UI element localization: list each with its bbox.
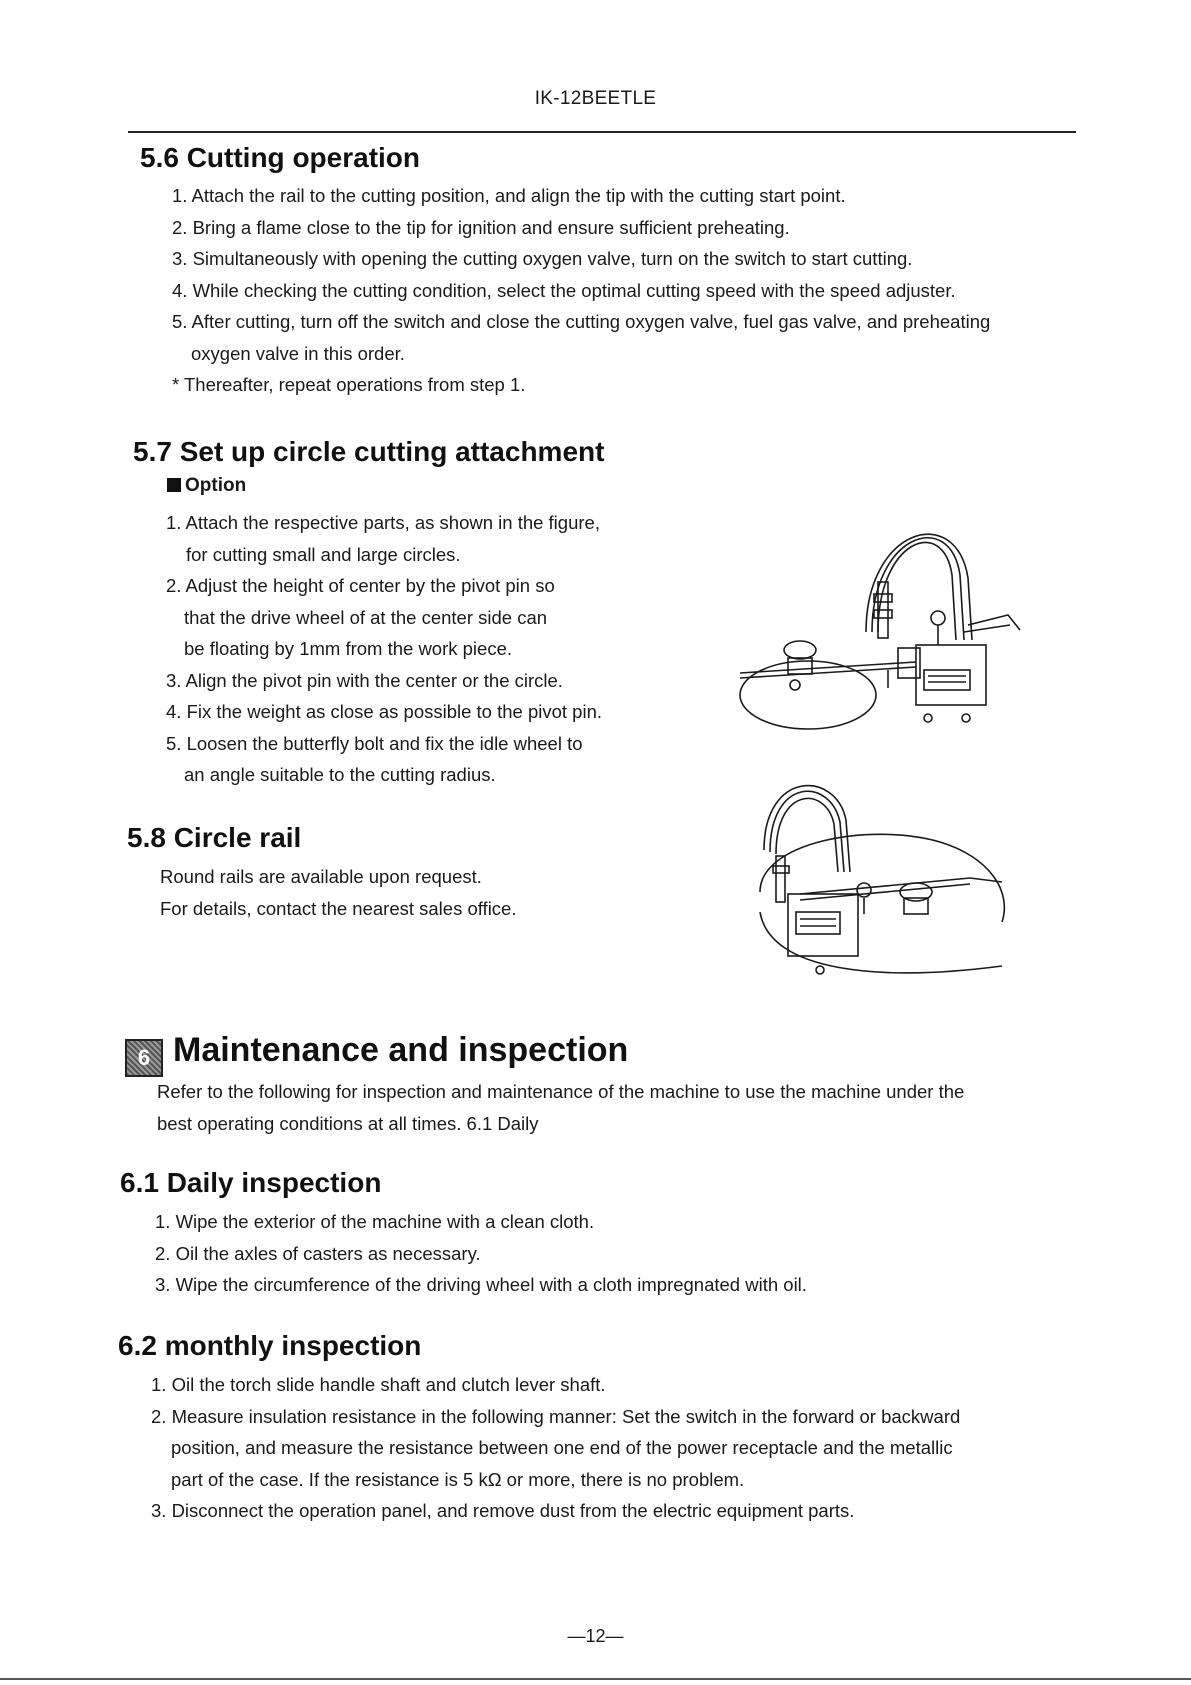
paragraph-line: Refer to the following for inspection and maintenance of the machine to use the machine under the: [157, 1081, 965, 1102]
section-5-8-body: [160, 861, 517, 924]
list-item: 5. Loosen the butterfly bolt and fix the idle wheel to: [166, 732, 583, 754]
list-item: be floating by 1mm from the work piece.: [184, 638, 513, 659]
list-item: an angle suitable to the cutting radius.: [184, 764, 496, 785]
section-5-7-title: 5.7 Set up circle cutting attachment: [133, 436, 605, 467]
section-6-2-steps: [151, 1369, 960, 1527]
list-item: 2. Adjust the height of center by the pivot pin so: [166, 575, 555, 596]
list-item: 1. Oil the torch slide handle shaft and clutch lever shaft.: [151, 1374, 606, 1395]
paragraph-line: best operating conditions at all times. 6.1 Daily: [157, 1112, 539, 1134]
section-6-intro: [157, 1076, 964, 1139]
list-item: that the drive wheel of at the center side can: [184, 606, 548, 628]
list-item: 1. Attach the rail to the cutting position, and align the tip with the cutting start point.: [172, 185, 846, 206]
list-item: position, and measure the resistance between one end of the power receptacle and the metallic: [171, 1437, 953, 1458]
list-item: 3. Align the pivot pin with the center or the circle.: [166, 669, 563, 691]
section-6-1-title: 6.1 Daily inspection: [120, 1167, 382, 1198]
list-item: 3. Wipe the circumference of the driving wheel with a cloth impregnated with oil.: [155, 1274, 807, 1295]
page-number: —12—: [567, 1626, 624, 1646]
section-5-6-steps: [172, 180, 990, 401]
section-6-title: 6 Maintenance and inspection: [125, 1031, 628, 1077]
list-item: part of the case. If the resistance is 5 kΩ or more, there is no problem.: [171, 1468, 745, 1490]
list-item: 5. After cutting, turn off the switch and close the cutting oxygen valve, fuel gas valve, and preheating: [172, 311, 991, 332]
paragraph-line: Round rails are available upon request.: [160, 866, 482, 887]
list-item: 2. Oil the axles of casters as necessary.: [155, 1242, 481, 1264]
list-item: 1. Wipe the exterior of the machine with a clean cloth.: [155, 1211, 595, 1232]
note: * Thereafter, repeat operations from step 1.: [172, 374, 526, 395]
section-5-8-title: 5.8 Circle rail: [127, 822, 302, 853]
list-item: oxygen valve in this order.: [191, 342, 405, 364]
small-circle-attachment-figure: [738, 520, 1028, 735]
section-6-1-steps: [155, 1206, 807, 1301]
circle-rail-figure: [740, 782, 1020, 982]
scan-edge-line: [0, 1678, 1191, 1680]
option-label: Option: [167, 475, 246, 497]
list-item: for cutting small and large circles.: [186, 543, 461, 565]
paragraph-line: For details, contact the nearest sales office.: [160, 897, 517, 919]
running-header: IK-12BEETLE: [534, 88, 657, 109]
section-5-6-title: 5.6 Cutting operation: [140, 142, 420, 173]
section-5-7-steps: [166, 507, 602, 791]
list-item: 1. Attach the respective parts, as shown in the figure,: [166, 512, 600, 533]
list-item: 3. Disconnect the operation panel, and remove dust from the electric equipment parts.: [151, 1500, 855, 1521]
list-item: 2. Bring a flame close to the tip for ignition and ensure sufficient preheating.: [172, 216, 790, 238]
list-item: 3. Simultaneously with opening the cutting oxygen valve, turn on the switch to start cutting.: [172, 248, 913, 269]
square-bullet-icon: [167, 478, 181, 492]
list-item: 2. Measure insulation resistance in the following manner: Set the switch in the forward or backward: [151, 1405, 961, 1427]
list-item: 4. Fix the weight as close as possible to the pivot pin.: [166, 701, 603, 722]
section-6-2-title: 6.2 monthly inspection: [118, 1330, 422, 1361]
section-number-badge: 6: [125, 1039, 163, 1077]
header-rule: [128, 131, 1076, 133]
list-item: 4. While checking the cutting condition, select the optimal cutting speed with the speed adjuster.: [172, 279, 956, 301]
